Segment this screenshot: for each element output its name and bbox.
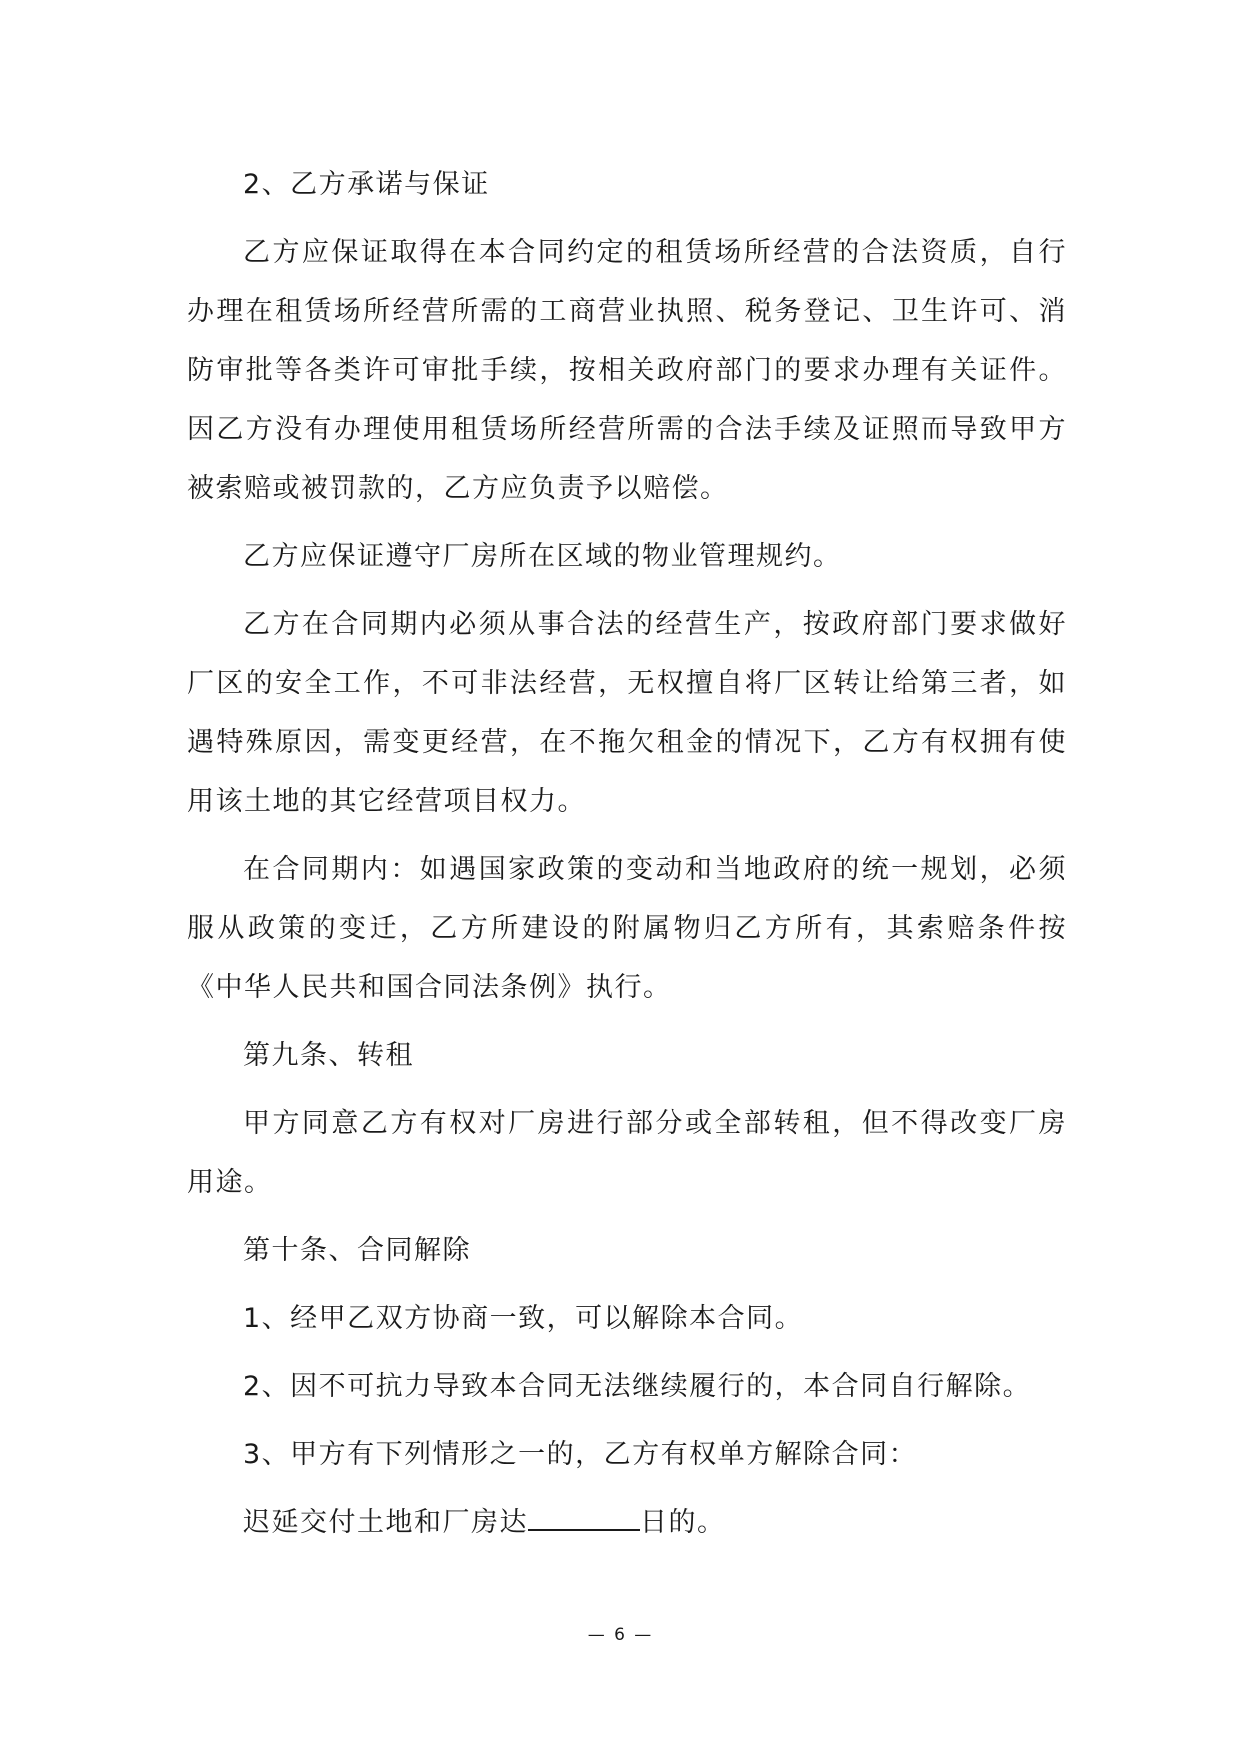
fill-in-text-after: 日的。: [640, 1507, 726, 1538]
paragraph: 2、乙方承诺与保证: [243, 169, 490, 200]
page-number: — 6 —: [587, 1625, 654, 1645]
fill-in-blank: [528, 1507, 640, 1531]
paragraph: 乙方应保证遵守厂房所在区域的物业管理规约。: [243, 541, 842, 572]
fill-in-text-before: 迟延交付土地和厂房达: [243, 1507, 528, 1538]
list-item: 3、甲方有下列情形之一的，乙方有权单方解除合同：: [243, 1439, 918, 1470]
fill-in-line: [187, 1493, 1067, 1552]
list-item: 2、因不可抗力导致本合同无法继续履行的，本合同自行解除。: [243, 1371, 1032, 1402]
section-heading: 第十条、合同解除: [243, 1235, 471, 1266]
paragraph: 乙方在合同期内必须从事合法的经营生产，按政府部门要求做好厂区的安全工作，不可非法经营，无权擅自将厂区转让给第三者，如遇特殊原因，需变更经营，在不拖欠租金的情况下，乙方有权拥有使用该土地的其它经营项目权力。: [187, 609, 1067, 817]
document-body: [187, 155, 1067, 1561]
section-heading: 第九条、转租: [243, 1040, 414, 1071]
list-item: 1、经甲乙双方协商一致，可以解除本合同。: [243, 1303, 804, 1334]
paragraph: 乙方应保证取得在本合同约定的租赁场所经营的合法资质，自行办理在租赁场所经营所需的工商营业执照、税务登记、卫生许可、消防审批等各类许可审批手续，按相关政府部门的要求办理有关证件。因乙方没有办理使用租赁场所经营所需的合法手续及证照而导致甲方被索赔或被罚款的，乙方应负责予以赔偿。: [187, 237, 1067, 504]
paragraph: 在合同期内：如遇国家政策的变动和当地政府的统一规划，必须服从政策的变迁，乙方所建设的附属物归乙方所有，其索赔条件按《中华人民共和国合同法条例》执行。: [187, 854, 1067, 1003]
paragraph: 甲方同意乙方有权对厂房进行部分或全部转租，但不得改变厂房用途。: [187, 1108, 1067, 1198]
